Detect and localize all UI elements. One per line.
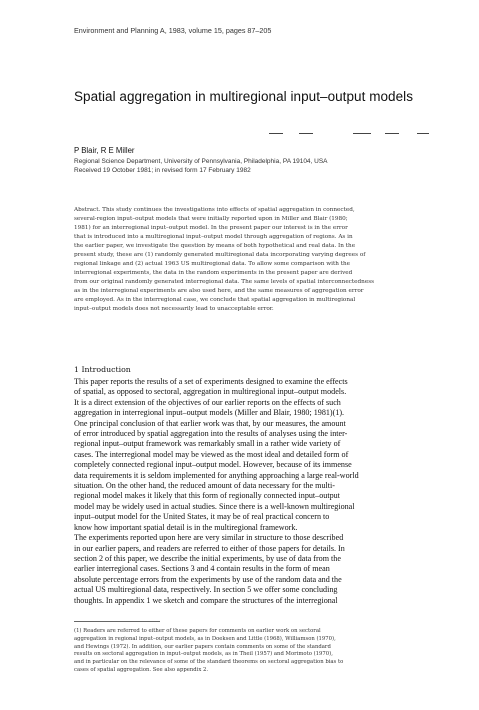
footnote-line: aggregation in regional input–output models, as in Doeksen and Little (1968), Williamson (1970), xyxy=(74,635,336,642)
received-date: Received 19 October 1981; in revised form 17 February 1982 xyxy=(74,167,251,174)
body-line: of error introduced by spatial aggregation into the results of analyses using the inter- xyxy=(74,429,348,439)
body-line: thoughts. In appendix 1 we sketch and compare the structures of the interregional xyxy=(74,595,338,605)
abstract-line: input–output models does not necessarily lead to unacceptable error. xyxy=(74,306,274,312)
body-line: earlier interregional cases. Sections 3 and 4 contain results in the form of mean xyxy=(74,564,330,574)
abstract-line: present study, these are (1) randomly generated multiregional data incorporating varying degrees of xyxy=(74,252,366,258)
body-line: The experiments reported upon here are very similar in structure to those described xyxy=(74,533,344,543)
body-line: situation. On the other hand, the reduced amount of data necessary for the multi- xyxy=(74,481,335,491)
body-line: completely connected regional input–output model. However, because of its immense xyxy=(74,460,352,470)
abstract-line: regional linkage and (2) actual 1963 US multiregional data. To allow some comparison with the xyxy=(74,261,351,267)
abstract-line: that is introduced into a multiregional input–output model through aggregation of regions. As in xyxy=(74,234,353,240)
body-line: section 2 of this paper, we describe the initial experiments, by use of data from the xyxy=(74,553,341,563)
body-line: regional model makes it likely that this form of regionally connected input–output xyxy=(74,491,340,501)
abstract-line: the earlier paper, we investigate the question by means of both hypothetical and real data. In the xyxy=(74,243,356,249)
body-line: One principal conclusion of that earlier work was that, by our measures, the amount xyxy=(74,418,346,428)
abstract-line: as in the interregional experiments are also used here, and the same measures of aggregation error xyxy=(74,288,364,294)
body-line: absolute percentage errors from the experiments by use of the random data and the xyxy=(74,574,342,584)
abstract-line: are employed. As in the interregional case, we conclude that spatial aggregation in multiregional xyxy=(74,297,356,303)
body-text xyxy=(74,377,434,606)
abstract-line: several-region input–output models that were initially reported upon in Miller and Blair (1980; xyxy=(74,216,348,222)
body-line: actual US multiregional data, respectively. In section 5 we offer some concluding xyxy=(74,585,338,595)
abstract xyxy=(74,206,430,314)
body-line: in our earlier papers, and readers are referred to either of those papers for details. In xyxy=(74,543,345,553)
body-line: data requirements it is seldom implemented for anything approaching a large real-world xyxy=(74,470,359,480)
footnote-rule xyxy=(74,621,160,622)
abstract-line: interregional experiments, the data in the random experiments in the present paper are derived xyxy=(74,270,353,276)
body-line: This paper reports the results of a set of experiments designed to examine the effects xyxy=(74,377,348,386)
footnote-line: and Hewings (1972). In addition, our earlier papers contain comments on some of the standard xyxy=(74,643,331,650)
authors: P Blair, R E Miller xyxy=(74,146,135,155)
body-line: It is a direct extension of the objectives of our earlier reports on the effects of such xyxy=(74,397,341,407)
footnote xyxy=(74,628,434,675)
footnote-line: (1) Readers are referred to either of these papers for comments on earlier work on sectoral xyxy=(74,628,321,634)
body-line: know how important spatial detail is in the multiregional framework. xyxy=(74,522,298,532)
affiliation: Regional Science Department, University of Pennsylvania, Philadelphia, PA 19104, USA xyxy=(74,158,328,165)
paper-title: Spatial aggregation in multiregional input–output models xyxy=(74,89,414,104)
body-line: model may be widely used in actual studies. Since there is a well-known multiregional xyxy=(74,501,355,511)
body-line: aggregation in interregional input–output models (Miller and Blair, 1980; 1981)(1). xyxy=(74,408,345,418)
section-heading: 1 Introduction xyxy=(74,365,131,374)
footnote-line: and in particular on the relevance of some of the standard theorems on sectoral aggregation bias to xyxy=(74,659,344,666)
body-line: cases. The interregional model may be viewed as the most ideal and detailed form of xyxy=(74,449,349,459)
journal-citation: Environment and Planning A, 1983, volume 15, pages 87–205 xyxy=(74,26,272,35)
abstract-line: Abstract. This study continues the investigations into effects of spatial aggregation in connected, xyxy=(74,207,355,213)
footnote-line: cases of spatial aggregation. See also appendix 2. xyxy=(74,666,209,673)
body-line: of spatial, as opposed to sectoral, aggregation in multiregional input–output models. xyxy=(74,387,347,397)
abstract-line: from our original randomly generated interregional data. The same levels of spatial interconnectedness xyxy=(74,279,375,285)
abstract-line: 1981) for an interregional input–output model. In the present paper our interest is in the error xyxy=(74,225,348,231)
body-line: regional input–output framework was remarkably small in a rather wide variety of xyxy=(74,439,341,449)
title-rule-marks xyxy=(269,133,429,137)
body-line: input–output model for the United States, it may be of real practical concern to xyxy=(74,512,330,522)
footnote-line: results on sectoral aggregation in input–output models, as in Theil (1957) and Morimoto (1970), xyxy=(74,651,333,658)
